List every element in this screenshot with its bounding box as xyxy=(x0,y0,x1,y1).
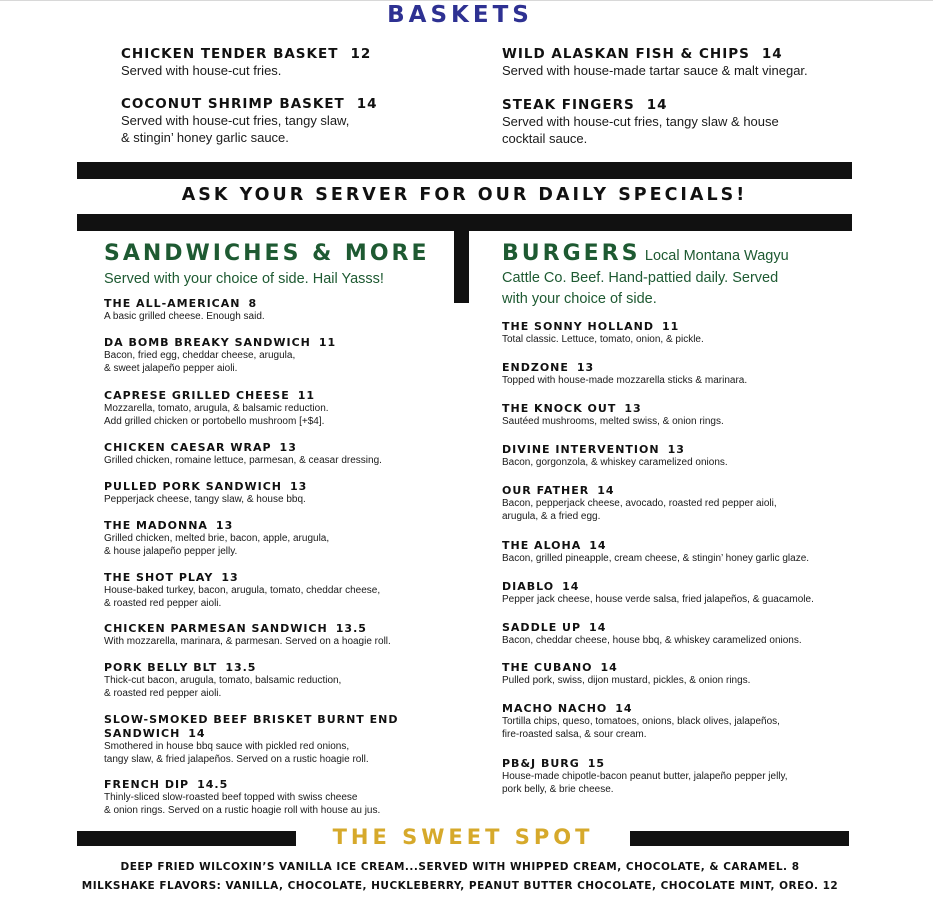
item-description: Bacon, fried egg, cheddar cheese, arugula, xyxy=(104,350,296,361)
item-name: DIVINE INTERVENTION 13 xyxy=(502,443,685,456)
item-price: 14 xyxy=(615,702,633,715)
menu-item xyxy=(502,46,862,80)
item-description: Sautéed mushrooms, melted swiss, & onion rings. xyxy=(502,416,724,427)
item-price: 11 xyxy=(297,389,316,402)
item-description: Thinly-sliced slow-roasted beef topped with swiss cheese xyxy=(104,792,358,803)
item-price: 12 xyxy=(350,46,372,62)
item-description: Pepperjack cheese, tangy slaw, & house bbq. xyxy=(104,494,306,505)
item-price: 8 xyxy=(248,297,258,310)
section-subtitle: with your choice of side. xyxy=(502,290,657,307)
item-description: & house jalapeño pepper jelly. xyxy=(104,545,238,557)
item-description: Served with house-made tartar sauce & malt vinegar. xyxy=(502,63,808,78)
menu-item xyxy=(502,402,852,429)
item-description: tangy slaw, & fried jalapeños. Served on a rustic hoagie roll. xyxy=(104,753,369,765)
item-price: 11 xyxy=(661,320,680,333)
item-description: House-made chipotle-bacon peanut butter, jalapeño pepper jelly, xyxy=(502,771,788,782)
burgers-header xyxy=(502,240,842,309)
item-name: DA BOMB BREAKY SANDWICH 11 xyxy=(104,336,337,349)
item-name: THE ALL-AMERICAN 8 xyxy=(104,297,258,310)
item-price: 14 xyxy=(188,727,206,740)
menu-item xyxy=(502,484,852,523)
menu-item xyxy=(502,702,852,741)
menu-item xyxy=(104,778,454,817)
item-name: THE MADONNA 13 xyxy=(104,519,234,532)
item-price: 13 xyxy=(290,480,308,493)
section-subtitle: Cattle Co. Beef. Hand-pattied daily. Served xyxy=(502,270,779,286)
item-name: MACHO NACHO 14 xyxy=(502,702,633,715)
item-price: 14 xyxy=(761,46,783,62)
item-description: Grilled chicken, melted brie, bacon, apple, arugula, xyxy=(104,533,330,544)
item-description: Served with house-cut fries, tangy slaw & house xyxy=(502,114,779,129)
section-subtitle: Local Montana Wagyu xyxy=(644,248,789,264)
item-name: WILD ALASKAN FISH & CHIPS 14 xyxy=(502,46,783,62)
item-description: fire-roasted salsa, & sour cream. xyxy=(502,728,647,740)
menu-item xyxy=(502,757,852,796)
item-price: 13 xyxy=(215,519,234,532)
item-name: COCONUT SHRIMP BASKET 14 xyxy=(121,96,378,112)
menu-item xyxy=(121,96,481,146)
section-title: SANDWICHES & MORE xyxy=(104,241,430,266)
item-name: CHICKEN CAESAR WRAP 13 xyxy=(104,441,297,454)
item-name: SLOW-SMOKED BEEF BRISKET BURNT END SANDWICH 14 xyxy=(104,713,399,740)
item-price: 14 xyxy=(562,580,580,593)
item-price: 13 xyxy=(667,443,685,456)
item-price: 14 xyxy=(356,96,378,112)
menu-item xyxy=(104,389,454,428)
item-description: Add grilled chicken or portobello mushroom [+$4]. xyxy=(104,415,325,427)
dessert-line: DEEP FRIED WILCOXIN’S VANILLA ICE CREAM...SERVED WITH WHIPPED CREAM, CHOCOLATE, & CARAMEL. 8 xyxy=(120,861,800,873)
item-name: THE ALOHA 14 xyxy=(502,539,607,552)
menu-item xyxy=(104,480,454,507)
item-name: ENDZONE 13 xyxy=(502,361,595,374)
item-description: Mozzarella, tomato, arugula, & balsamic reduction. xyxy=(104,403,329,414)
item-name: CHICKEN TENDER BASKET 12 xyxy=(121,46,372,62)
item-description: Thick-cut bacon, arugula, tomato, balsamic reduction, xyxy=(104,675,342,686)
menu-item xyxy=(104,519,454,558)
menu-item xyxy=(502,320,852,347)
menu-item xyxy=(502,621,852,648)
item-name: PORK BELLY BLT 13.5 xyxy=(104,661,257,674)
item-price: 14 xyxy=(600,661,618,674)
menu-item xyxy=(104,297,454,324)
menu-item xyxy=(502,443,852,470)
menu-item xyxy=(104,661,454,700)
item-price: 14 xyxy=(589,621,607,634)
menu-item xyxy=(104,622,454,649)
item-description: Served with house-cut fries, tangy slaw, xyxy=(121,113,350,128)
baskets-title: BASKETS xyxy=(387,2,533,28)
item-description: & onion rings. Served on a rustic hoagie roll with house au jus. xyxy=(104,804,381,816)
item-description: Topped with house-made mozzarella sticks & marinara. xyxy=(502,375,748,386)
item-name: CAPRESE GRILLED CHEESE 11 xyxy=(104,389,316,402)
item-description: Bacon, gorgonzola, & whiskey caramelized onions. xyxy=(502,457,728,468)
item-name: THE KNOCK OUT 13 xyxy=(502,402,642,415)
item-description: pork belly, & brie cheese. xyxy=(502,783,614,795)
top-divider xyxy=(0,0,933,1)
item-name: THE CUBANO 14 xyxy=(502,661,618,674)
section-subtitle: Served with your choice of side. Hail Yasss! xyxy=(104,271,384,287)
item-name: OUR FATHER 14 xyxy=(502,484,615,497)
sandwiches-header xyxy=(104,240,444,289)
item-description: Tortilla chips, queso, tomatoes, onions, black olives, jalapeños, xyxy=(502,716,780,727)
item-name: PB&J BURG 15 xyxy=(502,757,606,770)
item-description: & sweet jalapeño pepper aioli. xyxy=(104,362,238,374)
item-price: 15 xyxy=(587,757,606,770)
item-description: With mozzarella, marinara, & parmesan. Served on a hoagie roll. xyxy=(104,636,391,647)
menu-item xyxy=(104,336,454,375)
item-name: FRENCH DIP 14.5 xyxy=(104,778,229,791)
item-name: THE SONNY HOLLAND 11 xyxy=(502,320,680,333)
sweet-spot-title: THE SWEET SPOT xyxy=(332,825,594,849)
menu-item xyxy=(104,713,404,766)
item-name: DIABLO 14 xyxy=(502,580,580,593)
item-description: Pulled pork, swiss, dijon mustard, pickles, & onion rings. xyxy=(502,675,751,686)
item-price: 13.5 xyxy=(225,661,257,674)
item-price: 13 xyxy=(279,441,297,454)
item-description: Bacon, cheddar cheese, house bbq, & whiskey caramelized onions. xyxy=(502,635,802,646)
menu-item xyxy=(502,97,862,147)
item-name: CHICKEN PARMESAN SANDWICH 13.5 xyxy=(104,622,367,635)
item-description: Smothered in house bbq sauce with pickled red onions, xyxy=(104,741,350,752)
daily-specials-banner: ASK YOUR SERVER FOR OUR DAILY SPECIALS! xyxy=(181,185,748,205)
item-name: STEAK FINGERS 14 xyxy=(502,97,668,113)
item-description: Total classic. Lettuce, tomato, onion, & pickle. xyxy=(502,334,704,345)
item-description: Pepper jack cheese, house verde salsa, fried jalapeños, & guacamole. xyxy=(502,594,814,605)
item-description: & stingin’ honey garlic sauce. xyxy=(121,129,289,145)
black-divider-bar xyxy=(77,162,852,179)
item-description: & roasted red pepper aioli. xyxy=(104,597,222,609)
item-price: 13.5 xyxy=(335,622,367,635)
item-price: 14.5 xyxy=(197,778,229,791)
item-price: 13 xyxy=(624,402,642,415)
milkshake-line: MILKSHAKE FLAVORS: VANILLA, CHOCOLATE, HUCKLEBERRY, PEANUT BUTTER CHOCOLATE, CHOCOLATE MINT, OREO. 12 xyxy=(81,880,839,892)
menu-item xyxy=(502,539,862,566)
menu-item xyxy=(502,661,852,688)
section-title: BURGERS xyxy=(502,241,641,266)
item-description: Served with house-cut fries. xyxy=(121,63,282,78)
item-name: THE SHOT PLAY 13 xyxy=(104,571,239,584)
item-price: 14 xyxy=(589,539,607,552)
vertical-divider-bar xyxy=(454,230,469,303)
menu-item xyxy=(121,46,481,80)
item-name: SADDLE UP 14 xyxy=(502,621,607,634)
item-name: PULLED PORK SANDWICH 13 xyxy=(104,480,308,493)
item-price: 13 xyxy=(576,361,595,374)
black-divider-bar xyxy=(77,831,296,846)
item-price: 11 xyxy=(318,336,337,349)
item-description: & roasted red pepper aioli. xyxy=(104,687,222,699)
item-description: A basic grilled cheese. Enough said. xyxy=(104,311,265,322)
menu-item xyxy=(502,361,852,388)
item-description: Bacon, grilled pineapple, cream cheese, & stingin’ honey garlic glaze. xyxy=(502,553,810,564)
item-description: Bacon, pepperjack cheese, avocado, roasted red pepper aioli, xyxy=(502,498,777,509)
item-price: 14 xyxy=(646,97,668,113)
item-description: cocktail sauce. xyxy=(502,130,588,146)
item-description: Grilled chicken, romaine lettuce, parmesan, & ceasar dressing. xyxy=(104,455,382,466)
item-description: arugula, & a fried egg. xyxy=(502,510,601,522)
black-divider-bar xyxy=(630,831,849,846)
item-description: House-baked turkey, bacon, arugula, tomato, cheddar cheese, xyxy=(104,585,381,596)
menu-item xyxy=(104,571,454,610)
item-price: 14 xyxy=(597,484,615,497)
menu-item xyxy=(104,441,454,468)
black-divider-bar xyxy=(77,214,852,231)
item-price: 13 xyxy=(221,571,239,584)
menu-item xyxy=(502,580,852,607)
